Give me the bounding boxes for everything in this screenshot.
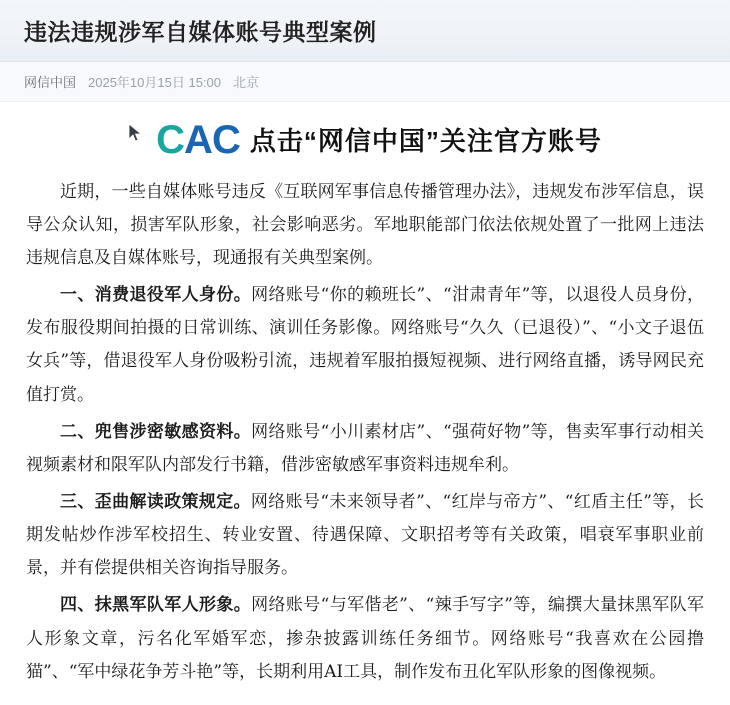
paragraph-lead-2: 二、兜售涉密敏感资料。 [60, 421, 252, 442]
paragraph-4 [26, 589, 704, 688]
paragraph-1 [26, 279, 704, 412]
meta-location: 北京 [233, 74, 260, 90]
paragraph-0 [26, 176, 704, 275]
cursor-arrow-icon [128, 123, 144, 143]
paragraph-text-0: 近期，一些自媒体账号违反《互联网军事信息传播管理办法》，违规发布涉军信息，误导公众认知，损害军队形象，社会影响恶劣。军地职能部门依法依规处置了一批网上违法违规信息及自媒体账号，现通报有关典型案例。 [26, 181, 704, 269]
paragraph-lead-4: 四、抹黑军队军人形象。 [60, 595, 252, 616]
article-body [0, 170, 730, 689]
cac-logo-a: A [184, 117, 212, 162]
meta-datetime: 2025年10月15日 15:00 [88, 74, 221, 90]
meta-source: 网信中国 [24, 74, 77, 90]
paragraph-2 [26, 416, 704, 482]
follow-banner-text: 点击“网信中国”关注官方账号 [249, 126, 602, 157]
cac-logo-c2: C [211, 117, 240, 162]
title-bar [0, 0, 730, 62]
cac-logo-c1: C [156, 117, 185, 162]
page-title: 违法违规涉军自媒体账号典型案例 [24, 19, 377, 45]
cac-logo [156, 117, 240, 162]
paragraph-text-3: 网络账号“未来领导者”、“红岸与帝方”、“红盾主任”等，长期发帖炒作涉军校招生、转业安置、待遇保障、文职招考等有关政策，唱衰军事职业前景，并有偿提供相关咨询指导服务。 [26, 492, 704, 579]
paragraph-lead-3: 三、歪曲解读政策规定。 [60, 492, 251, 513]
follow-banner[interactable] [0, 102, 730, 170]
paragraph-text-4: 网络账号“与军偕老”、“辣手写字”等，编撰大量抹黑军队军人形象文章，污名化军婚军恋，掺杂披露训练任务细节。网络账号“我喜欢在公园撸猫”、“军中绿花争芳斗艳”等，长期利用AI工具，制作发布丑化军队形象的图像视频。 [26, 595, 705, 682]
article-meta [0, 62, 730, 102]
paragraph-3 [26, 486, 704, 585]
paragraph-text-1: 网络账号“你的赖班长”、“泔肃青年”等，以退役人员身份，发布服役期间拍摄的日常训练、演训任务影像。网络账号“久久（已退役）”、“小文子退伍女兵”等，借退役军人身份吸粉引流，违规着军服拍摄短视频、进行网络直播，诱导网民充值打赏。 [26, 285, 705, 405]
paragraph-text-2: 网络账号“小川素材店”、“强荷好物”等，售卖军事行动相关视频素材和限军队内部发行书籍，借涉密敏感军事资料违规牟利。 [26, 421, 705, 475]
paragraph-lead-1: 一、消费退役军人身份。 [60, 285, 252, 306]
